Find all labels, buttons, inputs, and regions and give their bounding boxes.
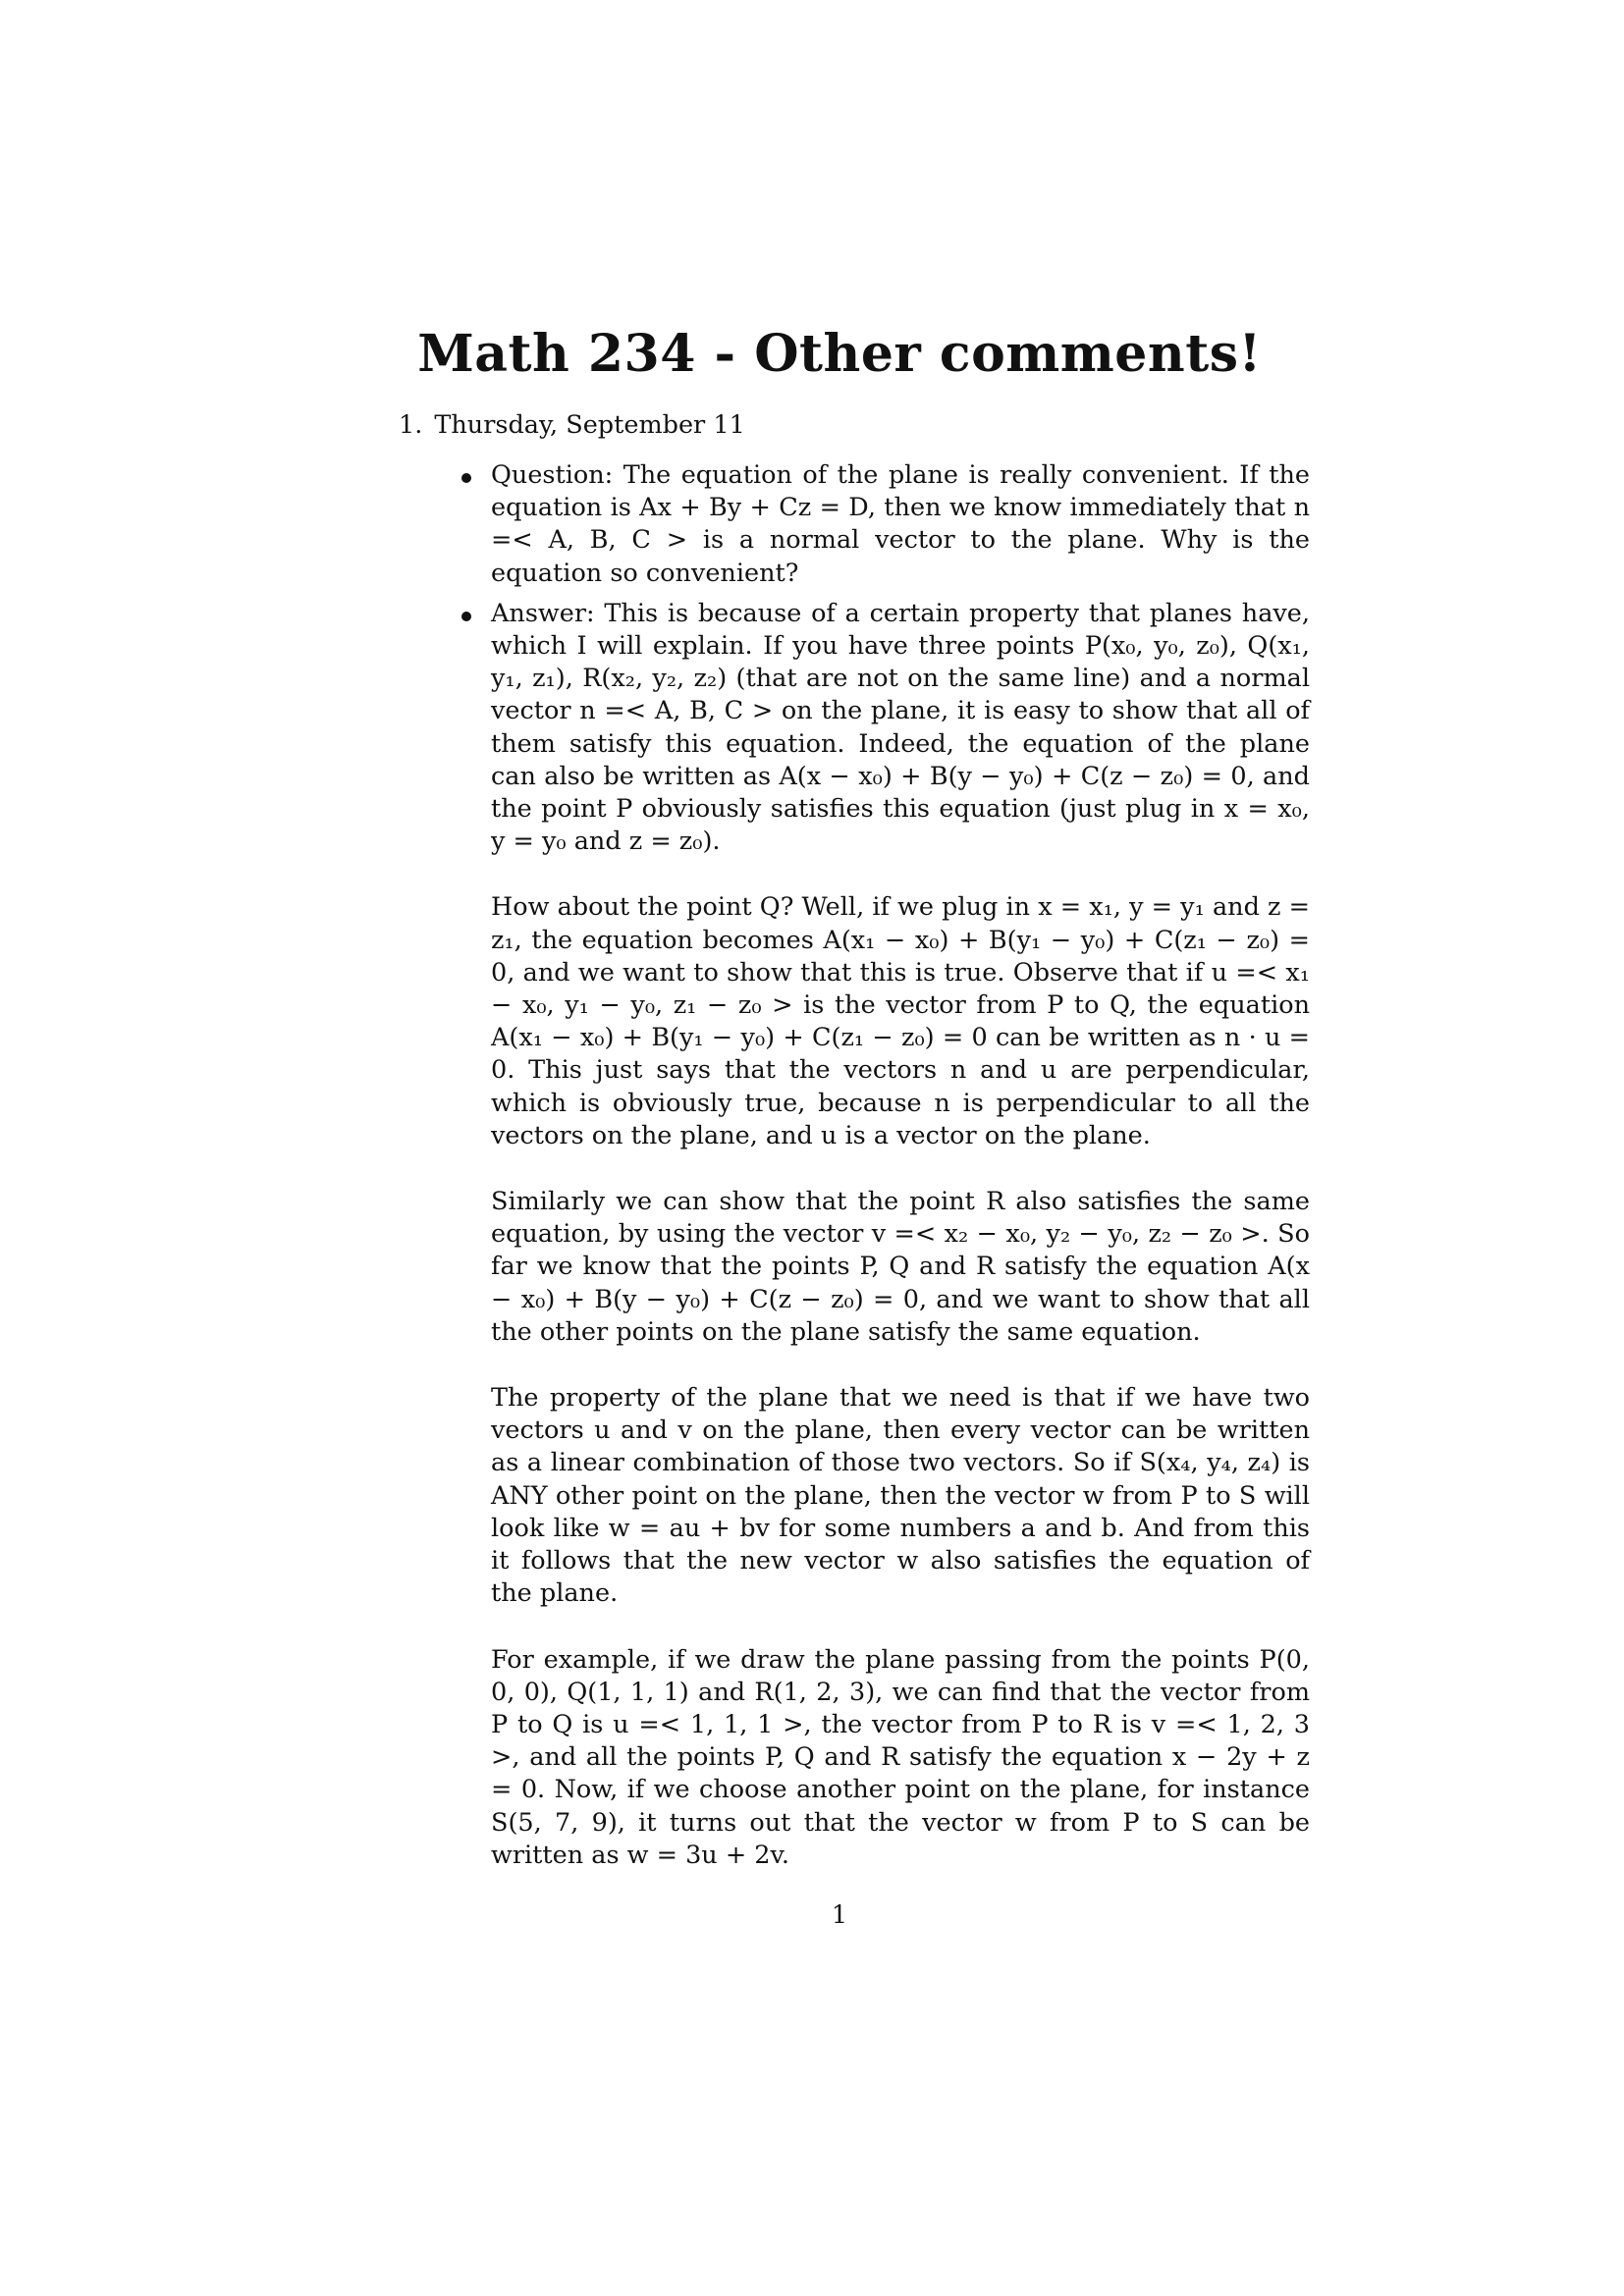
question-item <box>491 459 1310 590</box>
section-content <box>491 459 1310 1872</box>
page-title: Math 234 - Other comments! <box>417 324 1262 384</box>
question-text: Question: The equation of the plane is really convenient. If the equation is Ax + By + Cz = D, then we know immediately that n =< A, B, C > is a normal vector to the plane. Why is the equation so convenient? <box>491 460 1310 588</box>
bullet-icon <box>461 612 471 621</box>
section-date: Thursday, September 11 <box>434 410 745 440</box>
paragraph: Similarly we can show that the point R also satisfies the same equation, by using the vector v =< x₂ − x₀, y₂ − y₀, z₂ − z₀ >. So far we know that the points P, Q and R satisfy the equation A(x − x₀) + B(y − y₀) + C(z − z₀) = 0, and we want to show that all the other points on the plane satisfy the same equation. <box>491 1187 1310 1347</box>
bullet-icon <box>461 473 471 483</box>
section-number: 1. <box>399 410 423 440</box>
paragraph: For example, if we draw the plane passing from the points P(0, 0, 0), Q(1, 1, 1) and R(1, 2, 3), we can find that the vector from P to Q is u =< 1, 1, 1 >, the vector from P to R is v =< 1, 2, 3 >, and all the points P, Q and R satisfy the equation x − 2y + z = 0. Now, if we choose another point on the plane, for instance S(5, 7, 9), it turns out that the vector w from P to S can be written as w = 3u + 2v. <box>491 1644 1310 1870</box>
paragraph: The property of the plane that we need is that if we have two vectors u and v on the plane, then every vector can be written as a linear combination of those two vectors. So if S(x₄, y₄, z₄) is ANY other point on the plane, then the vector w from P to S will look like w = au + bv for some numbers a and b. And from this it follows that the new vector w also satisfies the equation of the plane. <box>491 1383 1310 1609</box>
paragraph: How about the point Q? Well, if we plug in x = x₁, y = y₁ and z = z₁, the equation becomes A(x₁ − x₀) + B(y₁ − y₀) + C(z₁ − z₀) = 0, and we want to show that this is true. Observe that if u =< x₁ − x₀, y₁ − y₀, z₁ − z₀ > is the vector from P to Q, the equation A(x₁ − x₀) + B(y₁ − y₀) + C(z₁ − z₀) = 0 can be written as n · u = 0. This just says that the vectors n and u are perpendicular, which is obviously true, because n is perpendicular to all the vectors on the plane, and u is a vector on the plane. <box>491 892 1310 1150</box>
answer-text: Answer: This is because of a certain property that planes have, which I will explain. If you have three points P(x₀, y₀, z₀), Q(x₁, y₁, z₁), R(x₂, y₂, z₂) (that are not on the same line) and a normal vector n =< A, B, C > on the plane, it is easy to show that all of them satisfy this equation. Indeed, the equation of the plane can also be written as A(x − x₀) + B(y − y₀) + C(z − z₀) = 0, and the point P obviously satisfies this equation (just plug in x = x₀, y = y₀ and z = z₀). <box>491 598 1310 857</box>
answer-item <box>491 598 1310 859</box>
section-heading <box>399 410 745 440</box>
page-number: 1 <box>831 1900 848 1930</box>
